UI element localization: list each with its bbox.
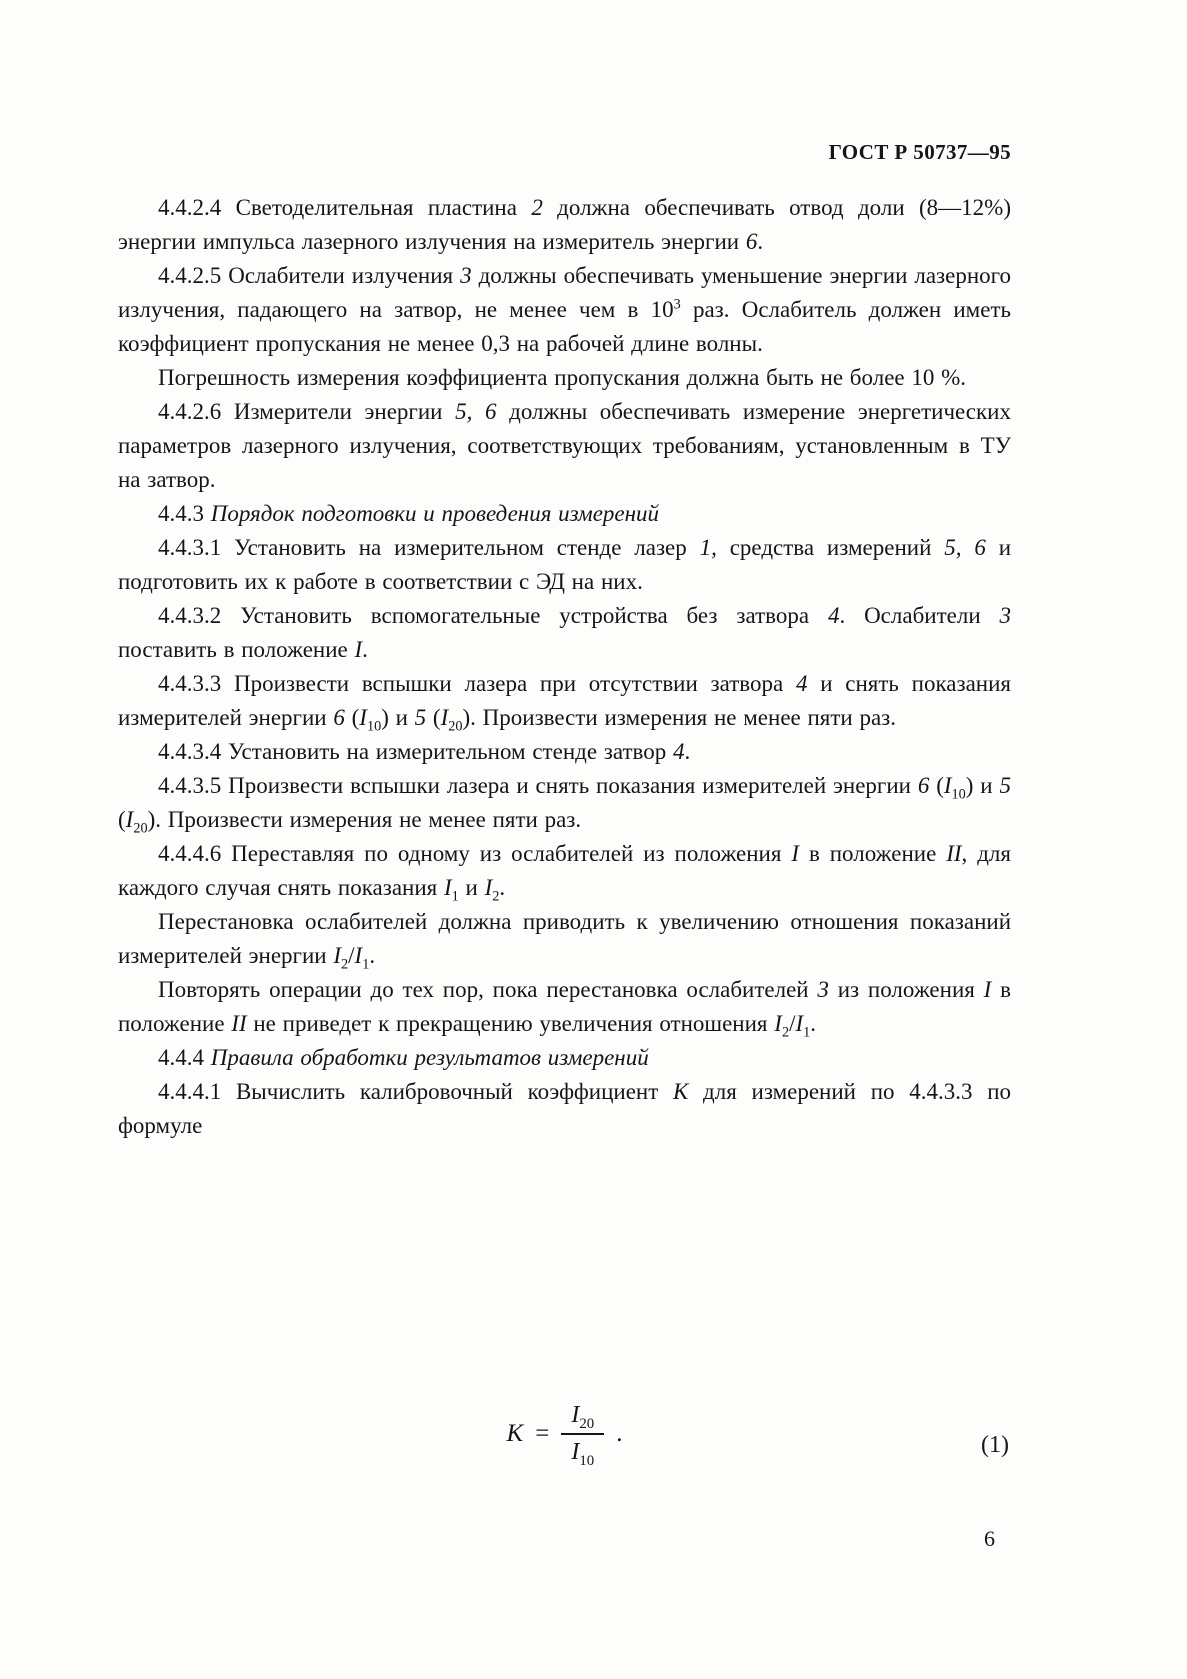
paragraph: 4.4.3.5 Произвести вспышки лазера и снять показания измерителей энергии 6 $(I_{10})$ и 5 $(I_{20})$. Произвести измерения не менее пяти раз.	[118, 773, 1011, 837]
page-number: 6	[984, 1526, 995, 1551]
numerator-base: I	[571, 1402, 580, 1428]
formula-numerator	[561, 1402, 604, 1435]
formula-number: (1)	[981, 1432, 1009, 1458]
paragraph: 4.4.3.4 Установить на измерительном стенде затвор 4.	[158, 739, 691, 764]
formula-expression	[118, 1402, 1011, 1469]
paragraph: 4.4.3.2 Установить вспомогательные устройства без затвора 4. Ослабители 3 поставить в положение I.	[118, 603, 1012, 662]
formula-equals: =	[535, 1420, 550, 1447]
paragraph: 4.4.2.6 Измерители энергии 5, 6 должны обеспечивать измерение энергетических параметров лазерного излучения, соответствующих требованиям, установленным в ТУ на затвор.	[118, 399, 1011, 492]
formula-period: .	[616, 1420, 623, 1447]
denominator-subscript: 10	[579, 1452, 595, 1469]
paragraph: 4.4.2.5 Ослабители излучения 3 должны обеспечивать уменьшение энергии лазерного излучения, падающего на затвор, не менее чем в $10^3$ раз. Ослабитель должен иметь коэффициент пропускания не менее 0,3 на рабочей длине волны.	[118, 263, 1012, 356]
document-body	[118, 191, 1011, 1143]
paragraph: Погрешность измерения коэффициента пропускания должна быть не более 10 %.	[158, 365, 967, 390]
denominator-base: I	[571, 1439, 580, 1465]
paragraph: Повторять операции до тех пор, пока перестановка ослабителей 3 из положения I в положение II не приведет к прекращению увеличения отношения $I_2/I_1$.	[118, 977, 1011, 1041]
paragraph: 4.4.4 Правила обработки результатов измерений	[158, 1045, 649, 1070]
paragraph: 4.4.2.4 Светоделительная пластина 2 должна обеспечивать отвод доли (8—12%) энергии импульса лазерного излучения на измеритель энергии 6.	[118, 195, 1011, 254]
formula-lhs: K	[506, 1420, 524, 1447]
formula-denominator	[571, 1435, 595, 1469]
paragraph: 4.4.4.6 Переставляя по одному из ослабителей из положения I в положение II, для каждого случая снять показания $I_1$ и $I_2$.	[118, 841, 1011, 905]
paragraph: 4.4.3 Порядок подготовки и проведения измерений	[158, 501, 660, 526]
document-code: ГОСТ Р 50737—95	[828, 140, 1011, 164]
paragraph: 4.4.3.1 Установить на измерительном стенде лазер 1, средства измерений 5, 6 и подготовить их к работе в соответствии с ЭД на них.	[118, 535, 1012, 594]
paragraph: Перестановка ослабителей должна приводить к увеличению отношения показаний измерителей энергии $I_2/I_1$.	[118, 909, 1011, 973]
numerator-subscript: 20	[579, 1415, 595, 1432]
paragraph: 4.4.4.1 Вычислить калибровочный коэффициент K для измерений по 4.4.3.3 по формуле	[118, 1079, 1011, 1138]
paragraph: 4.4.3.3 Произвести вспышки лазера при отсутствии затвора 4 и снять показания измерителей энергии 6 $(I_{10})$ и 5 $(I_{20})$. Произвести измерения не менее пяти раз.	[118, 671, 1012, 735]
formula	[118, 1402, 1011, 1512]
formula-fraction	[561, 1402, 604, 1469]
